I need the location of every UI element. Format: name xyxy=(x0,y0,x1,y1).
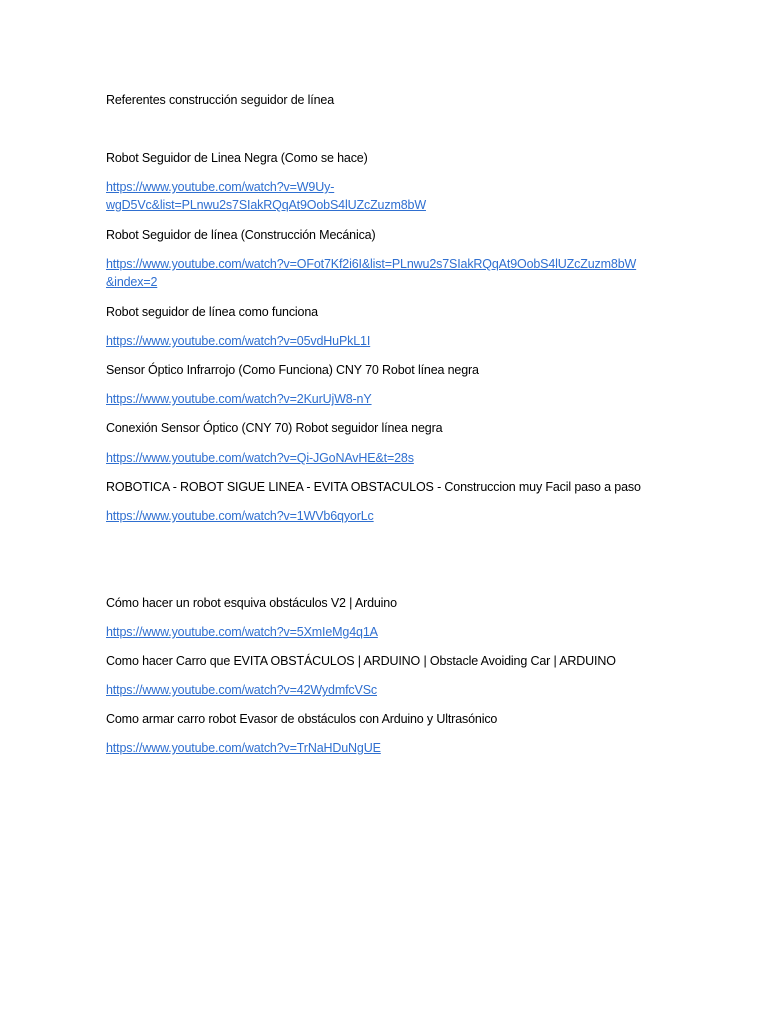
entry-title: Como armar carro robot Evasor de obstáculos con Arduino y Ultrasónico xyxy=(106,712,498,726)
entry-title: Robot seguidor de línea como funciona xyxy=(106,305,318,319)
entry-link[interactable]: https://www.youtube.com/watch?v=W9Uy- xyxy=(106,180,335,194)
entry-link[interactable]: https://www.youtube.com/watch?v=Qi-JGoNAvHE&t=28s xyxy=(106,451,414,465)
entry-link[interactable]: https://www.youtube.com/watch?v=2KurUjW8-nY xyxy=(106,392,372,406)
entry-title: ROBOTICA - ROBOT SIGUE LINEA - EVITA OBSTACULOS - Construccion muy Facil paso a paso xyxy=(106,480,641,494)
entry-link[interactable]: https://www.youtube.com/watch?v=1WVb6qyorLc xyxy=(106,509,374,523)
entry-link[interactable]: https://www.youtube.com/watch?v=5XmIeMg4q1A xyxy=(106,625,378,639)
entry-title: Robot Seguidor de Linea Negra (Como se hace) xyxy=(106,151,368,165)
entry-link[interactable]: https://www.youtube.com/watch?v=OFot7Kf2i6I&list=PLnwu2s7SIakRQqAt9OobS4lUZcZuzm8bW xyxy=(106,257,637,271)
entry-link[interactable]: https://www.youtube.com/watch?v=05vdHuPkL1I xyxy=(106,334,371,348)
entry-title: Sensor Óptico Infrarrojo (Como Funciona) CNY 70 Robot línea negra xyxy=(106,363,479,377)
entry-title: Como hacer Carro que EVITA OBSTÁCULOS | ARDUINO | Obstacle Avoiding Car | ARDUINO xyxy=(106,654,616,668)
document-heading: Referentes construcción seguidor de línea xyxy=(106,93,335,107)
entry-link[interactable]: wgD5Vc&list=PLnwu2s7SIakRQqAt9OobS4lUZcZuzm8bW xyxy=(106,198,426,212)
entry-title: Cómo hacer un robot esquiva obstáculos V2 | Arduino xyxy=(106,596,397,610)
entry-link[interactable]: &index=2 xyxy=(106,275,158,289)
entry-link[interactable]: https://www.youtube.com/watch?v=42WydmfcVSc xyxy=(106,683,377,697)
entry-link[interactable]: https://www.youtube.com/watch?v=TrNaHDuNgUE xyxy=(106,741,381,755)
entry-title: Conexión Sensor Óptico (CNY 70) Robot seguidor línea negra xyxy=(106,421,443,435)
entry-title: Robot Seguidor de línea (Construcción Mecánica) xyxy=(106,228,376,242)
